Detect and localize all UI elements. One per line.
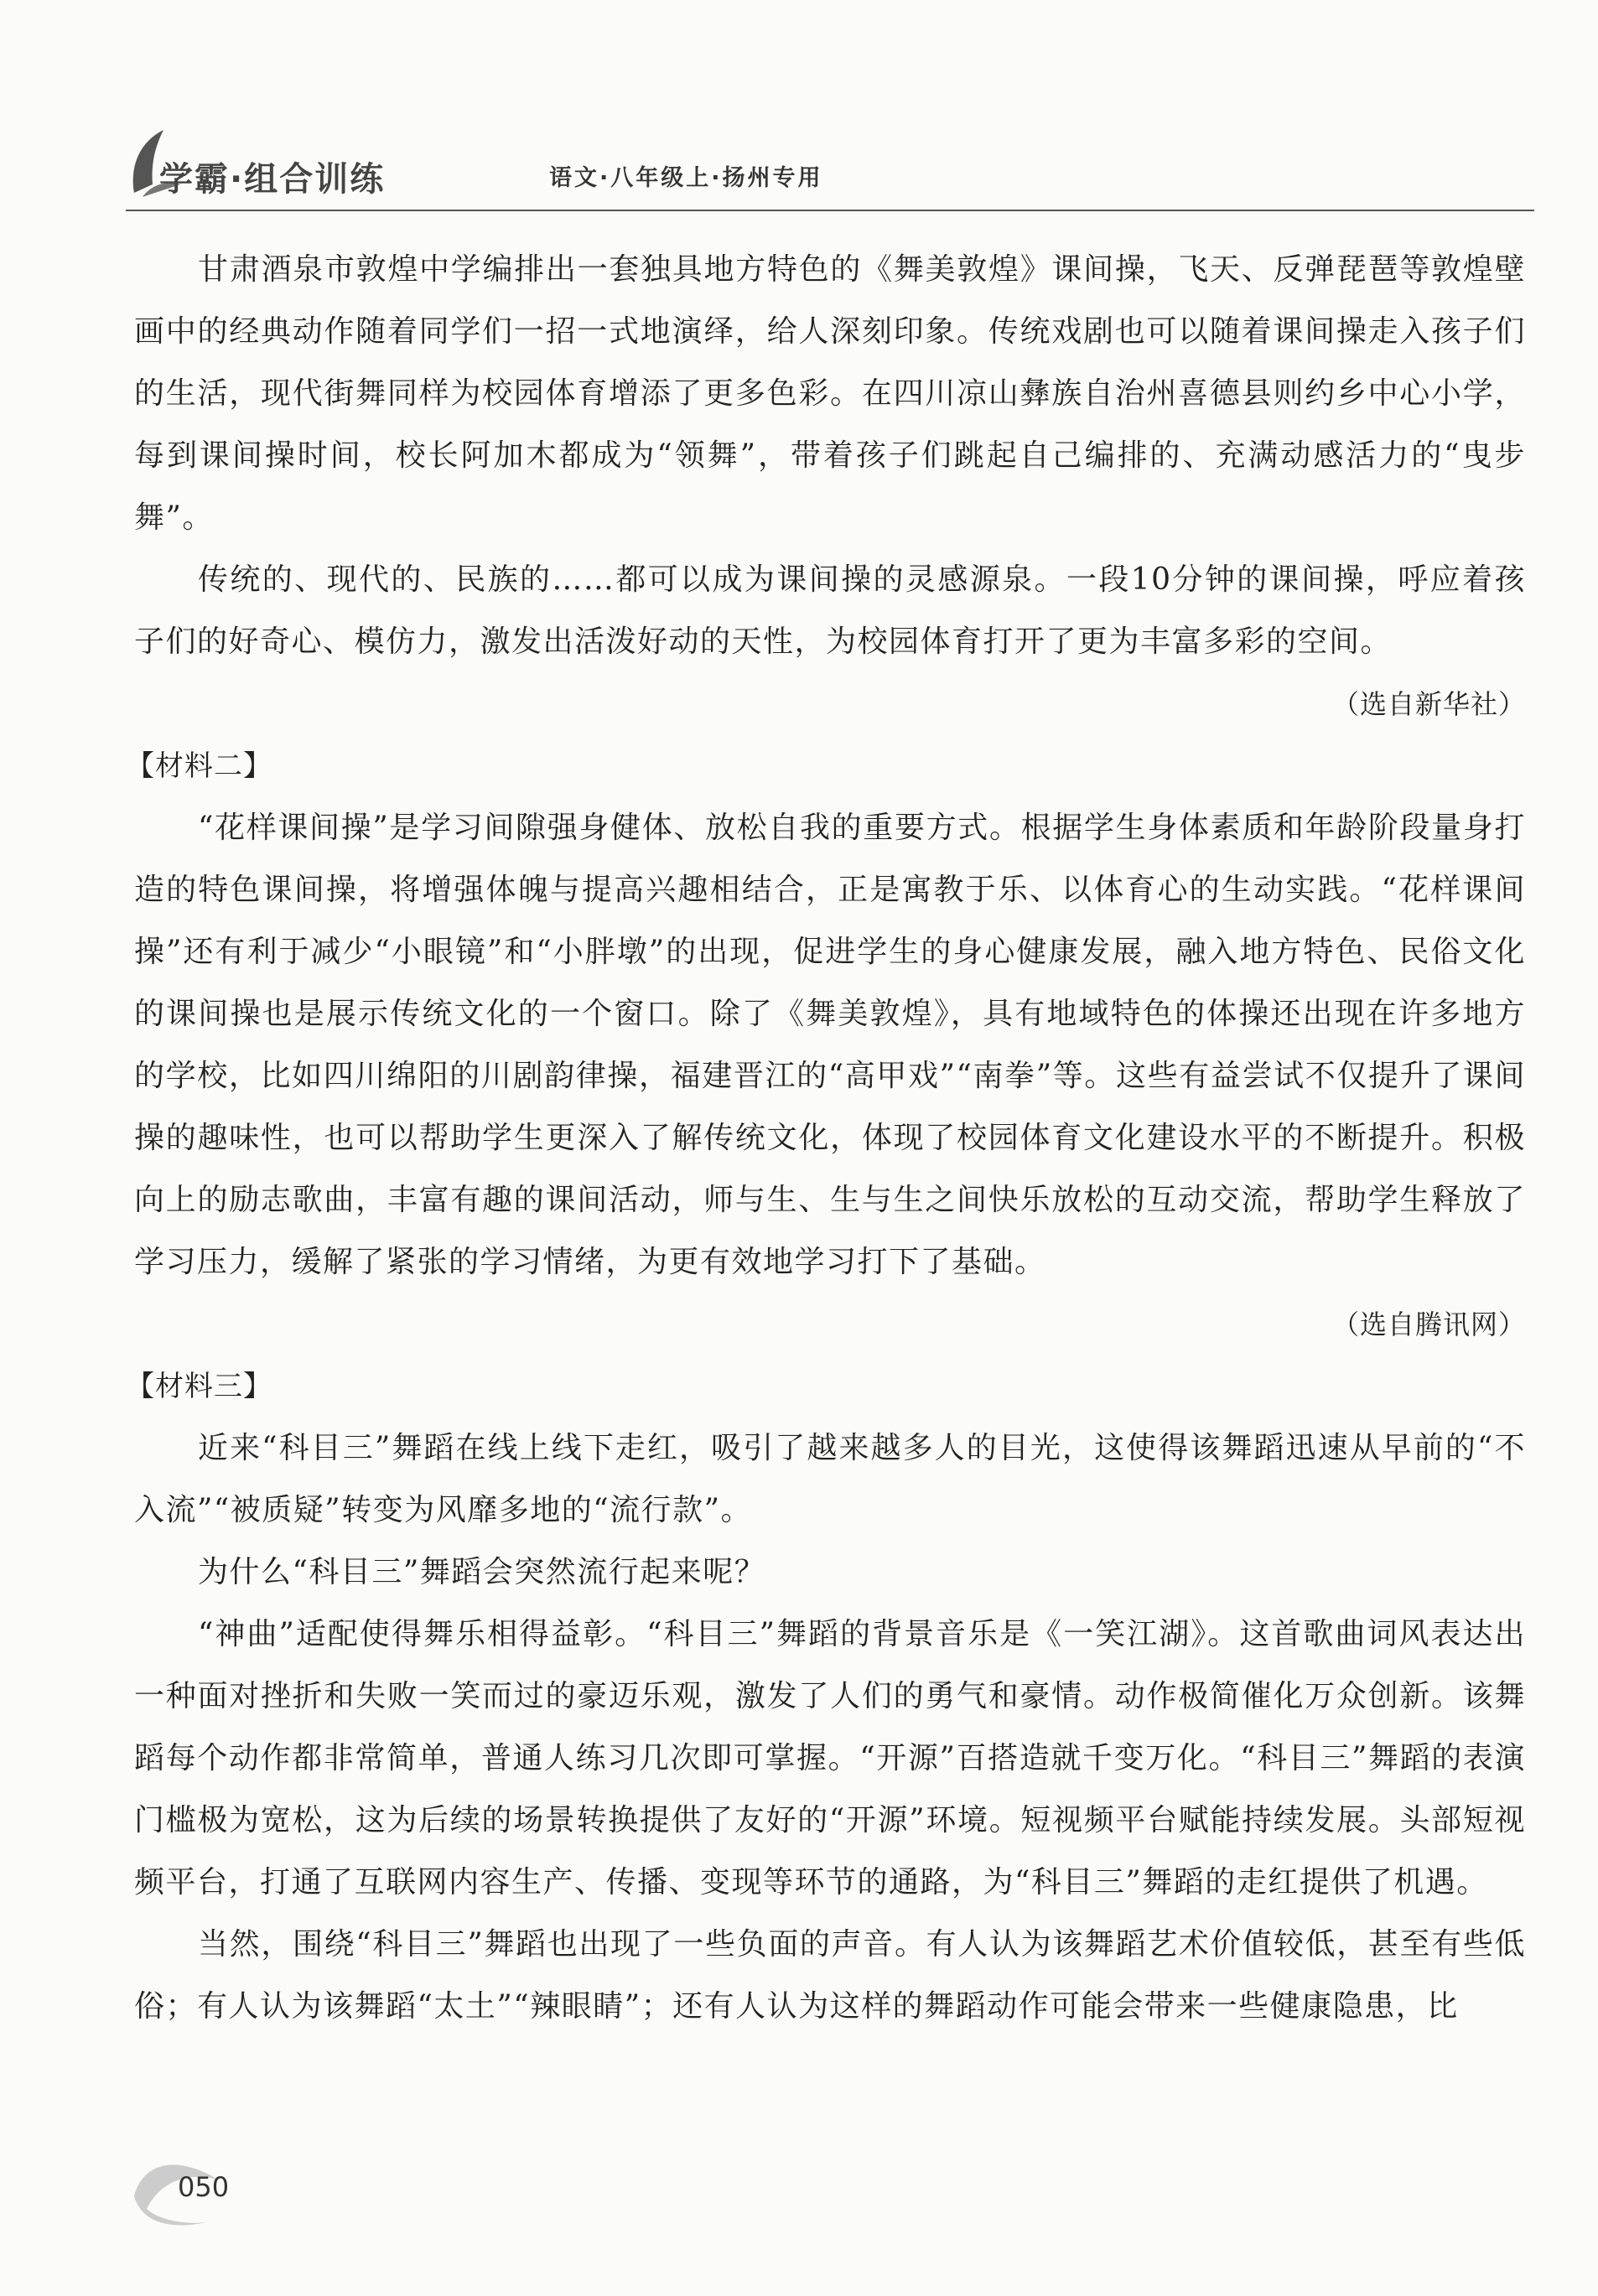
paragraph: 甘肃酒泉市敦煌中学编排出一套独具地方特色的《舞美敦煌》课间操，飞天、反弹琵琶等敦煌壁画中的经典动作随着同学们一招一式地演绎，给人深刻印象。传统戏剧也可以随着课间操走入孩子们的生活，现代街舞同样为校园体育增添了更多色彩。在四川凉山彝族自治州喜德县则约乡中心小学，每到课间操时间，校长阿加木都成为“领舞”，带着孩子们跳起自己编排的、充满动感活力的“曳步舞”。 bbox=[134, 252, 1526, 535]
header-divider bbox=[126, 210, 1534, 211]
paragraph: 当然，围绕“科目三”舞蹈也出现了一些负面的声音。有人认为该舞蹈艺术价值较低，甚至有些低俗；有人认为该舞蹈“太土”“辣眼睛”；还有人认为这样的舞蹈动作可能会带来一些健康隐患，比 bbox=[134, 1927, 1526, 2024]
paragraph: 近来“科目三”舞蹈在线上线下走红，吸引了越来越多人的目光，这使得该舞蹈迅速从早前的“不入流”“被质疑”转变为风靡多地的“流行款”。 bbox=[134, 1431, 1526, 1527]
paragraph: 为什么“科目三”舞蹈会突然流行起来呢？ bbox=[198, 1555, 766, 1589]
paragraph: “花样课间操”是学习间隙强身健体、放松自我的重要方式。根据学生身体素质和年龄阶段量身打造的特色课间操，将增强体魄与提高兴趣相结合，正是寓教于乐、以体育心的生动实践。“花样课间操”还有利于减少“小眼镜”和“小胖墩”的出现，促进学生的身心健康发展，融入地方特色、民俗文化的课间操也是展示传统文化的一个窗口。除了《舞美敦煌》，具有地域特色的体操还出现在许多地方的学校，比如四川绵阳的川剧韵律操，福建晋江的“高甲戏”“南拳”等。这些有益尝试不仅提升了课间操的趣味性，也可以帮助学生更深入了解传统文化，体现了校园体育文化建设水平的不断提升。积极向上的励志歌曲，丰富有趣的课间活动，师与生、生与生之间快乐放松的互动交流，帮助学生释放了学习压力，缓解了紧张的学习情绪，为更有效地学习打下了基础。 bbox=[134, 811, 1526, 1279]
page-number: 050 bbox=[178, 2171, 230, 2203]
paragraph: 传统的、现代的、民族的……都可以成为课间操的灵感源泉。一段10分钟的课间操，呼应着孩子们的好奇心、模仿力，激发出活泼好动的天性，为校园体育打开了更为丰富多彩的空间。 bbox=[134, 562, 1526, 659]
page-content bbox=[126, 239, 1526, 2038]
subject-label: 语文·八年级上·扬州专用 bbox=[549, 165, 823, 191]
source-citation: （选自腾讯网） bbox=[1331, 1309, 1526, 1340]
section-heading-material-2: 【材料二】 bbox=[126, 749, 272, 783]
paragraph: “神曲”适配使得舞乐相得益彰。“科目三”舞蹈的背景音乐是《一笑江湖》。这首歌曲词风表达出一种面对挫折和失败一笑而过的豪迈乐观，激发了人们的勇气和豪情。动作极简催化万众创新。该舞蹈每个动作都非常简单，普通人练习几次即可掌握。“开源”百搭造就千变万化。“科目三”舞蹈的表演门槛极为宽松，这为后续的场景转换提供了友好的“开源”环境。短视频平台赋能持续发展。头部短视频平台，打通了互联网内容生产、传播、变现等环节的通路，为“科目三”舞蹈的走红提供了机遇。 bbox=[134, 1617, 1526, 1900]
page-footer bbox=[126, 2146, 293, 2238]
section-heading-material-3: 【材料三】 bbox=[126, 1370, 272, 1403]
page-header bbox=[126, 126, 1534, 218]
brand-title: 学霸·组合训练 bbox=[159, 160, 386, 199]
source-citation: （选自新华社） bbox=[1331, 688, 1526, 720]
